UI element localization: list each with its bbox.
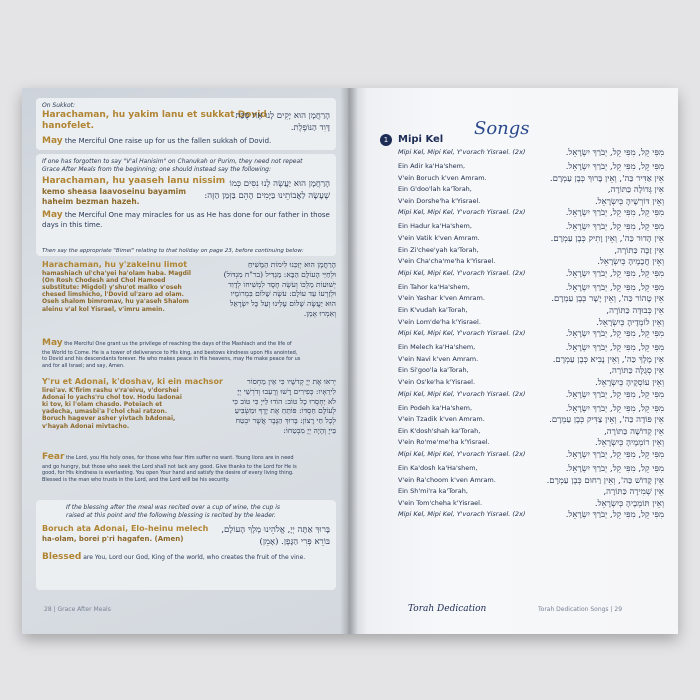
song-line-transliteration: Ein G'doo'lah ka'Torah,	[398, 185, 472, 194]
torah-dedication-logo: Torah Dedication	[408, 604, 487, 614]
boruch-transliteration-1: Boruch ata Adonai, Elo-heinu melech	[42, 524, 209, 533]
song-line-transliteration: V'ein Navi k'ven Amram.	[398, 354, 479, 363]
song-line-hebrew: מִפִּי קֵל, מִפִּי קֵל, יְבֹרַךְ יִשְׂרָאֵל.	[565, 282, 664, 293]
song-line-hebrew: מִפִּי קֵל, מִפִּי קֵל, יְבֹרַךְ יִשְׂרָאֵל.	[565, 403, 664, 414]
nisim-hebrew-2: שֶׁעָשָׂה לַאֲבוֹתֵינוּ בַּיָּמִים הָהֵם בַּזְּמַן הַזֶּה:	[204, 191, 330, 201]
sukkot-lead-word: May	[42, 136, 63, 146]
song-line-transliteration: Mipi Kel, Mipi Kel, Y'vorach Yisrael. (2x)	[398, 510, 526, 519]
sukkot-english: the Merciful One raise up for us the fallen sukkah of Dovid.	[64, 137, 272, 145]
song-line-hebrew: מִפִּי קֵל, מִפִּי קֵל, יְבֹרַךְ יִשְׂרָאֵל.	[565, 268, 664, 279]
song-line-transliteration: V'ein Lom'de'ha k'Yisrael.	[398, 317, 481, 326]
song-line-hebrew: מִפִּי קֵל, מִפִּי קֵל, יְבֹרַךְ יִשְׂרָאֵל.	[565, 222, 664, 233]
mashiach-transliteration: Harachaman, hu y'zakeinu limot hamashiach ul'cha'yei ha'olam haba. Magdil (On Rosh Chodesh and Chol Hamoed substitute: Migdol) y'shu'ot malko v'oseh chesed limshicho, l'Dovid ul'zaro ad olam. Oseh shalom bimromav, hu ya'aseh Shalom aleinu v'al kol Yisrael, v'imru amein.	[42, 260, 191, 313]
song-line-transliteration: V'ein Yashar k'ven Amram.	[398, 294, 485, 303]
song-line-hebrew: וְאֵין רוֹמְמֶיהָ כְּיִשְׂרָאֵל.	[595, 438, 664, 449]
song-line-transliteration: Mipi Kel, Mipi Kel, Y'vorach Yisrael. (2x)	[398, 389, 526, 398]
blessed-english: are You, Lord our God, King of the world, who creates the fruit of the vine.	[83, 554, 306, 561]
song-line-transliteration: V'ein Os'ke'ha k'Yisrael.	[398, 378, 476, 386]
song-line-transliteration: Ein Si'goo'la ka'Torah,	[398, 366, 469, 375]
mashiach-hebrew: הָרַחֲמָן הוּא יְזַכֵּנוּ לִימוֹת הַמָּשִׁיחַ וּלְחַיֵּי הָעוֹלָם הַבָּא: מַגְדִּיל (בר"ח מִגְדּוֹל) יְשׁוּעוֹת מַלְכּוֹ וְעֹשֶׂה חֶסֶד לִמְשִׁיחוֹ לְדָוִד וּלְזַרְעוֹ עַד עוֹלָם: עֹשֶׂה שָׁלוֹם בִּמְרוֹמָיו הוּא יַעֲשֶׂה שָׁלוֹם עָלֵינוּ וְעַל כָּל יִשְׂרָאֵל וְאִמְרוּ אָמֵן.	[223, 260, 336, 318]
nisim-hebrew-1: הָרַחֲמָן הוּא יַעֲשֶׂה לָנוּ נִסִּים כְּמוֹ	[229, 179, 330, 189]
song-line-transliteration: V'ein Ra'choom k'ven Amram.	[398, 475, 496, 484]
song-line-hebrew: וְאֵין דּוֹרְשֶׁיהָ כְּיִשְׂרָאֵל.	[594, 196, 664, 207]
song-line-hebrew: מִפִּי קֵל, מִפִּי קֵל, יְבֹרַךְ יִשְׂרָאֵל.	[565, 464, 664, 474]
song-line-hebrew: אֵין כְּבוּדָּה כַּתּוֹרָה,	[606, 306, 664, 316]
wine-note-1: If the blessing after the meal was recited over a cup of wine, the cup is	[66, 504, 281, 511]
song-line-hebrew: מִפִּי קֵל, מִפִּי קֵל, יְבֹרַךְ יִשְׂרָאֵל.	[565, 450, 664, 460]
song-line-transliteration: Ein K'dosh'shah ka'Torah,	[398, 426, 481, 435]
song-line-transliteration: Mipi Kel, Mipi Kel, Y'vorach Yisrael. (2x)	[398, 148, 526, 156]
song-line-hebrew: מִפִּי קֵל, מִפִּי קֵל, יְבֹרַךְ יִשְׂרָאֵל.	[565, 329, 664, 340]
sukkot-box	[36, 98, 336, 150]
sukkot-transliteration-2: hanofelet.	[42, 121, 95, 131]
fear-english: Fear the Lord, you His holy ones, for those who fear Him suffer no want. Young lions are in need and go hungry, but those who seek the Lord shall not lack any good. Give thanks to the Lord for He is good, for His kindness is everlasting. You open Your hand and satisfy the desire of every living thing. Blessed is the man who trusts in the Lord, and the Lord will be his security.	[42, 452, 297, 483]
boruch-hebrew-2: בּוֹרֵא פְּרִי הַגָּפֶן. (אָמֵן)	[259, 537, 330, 547]
song-line-transliteration: V'ein Cha'cha'me'ha k'Yisrael.	[398, 257, 496, 266]
may2-english: May the Merciful One grant us the privilege of reaching the days of the Mashiach and the life of the World to Come. He is a tower of deliverance to His king, and bestows kindness upon His anointed, to Dovid and his descendants forever. He who makes peace in His heavens, may He make peace for us and for all Israel; and say, Amen.	[42, 338, 301, 369]
song-line-hebrew: וְאֵין חֲכָמֶיהָ כְּיִשְׂרָאֵל.	[597, 257, 664, 268]
song-line-transliteration: V'ein Tzadik k'ven Amram.	[398, 415, 485, 424]
nisim-transliteration-3: haheim bezman hazeh.	[42, 197, 140, 206]
wine-box	[36, 500, 336, 590]
song-line-transliteration: V'ein Dorshe'ha k'Yisrael.	[398, 196, 481, 205]
song-line-transliteration: V'ein Vatik k'ven Amram.	[398, 234, 480, 242]
song-number-badge: 1	[380, 134, 392, 146]
song-line-transliteration: Mipi Kel, Mipi Kel, Y'vorach Yisrael. (2x)	[398, 450, 526, 458]
song-line-hebrew: אֵין שְׁמִירָה כַּתּוֹרָה,	[603, 487, 664, 498]
boruch-hebrew-1: בָּרוּךְ אַתָּה יְיָ, אֱלֹהֵינוּ מֶלֶךְ הָעוֹלָם,	[221, 525, 330, 535]
song-line-hebrew: מִפִּי קֵל, מִפִּי קֵל, יְבֹרַךְ יִשְׂרָאֵל.	[565, 208, 664, 219]
right-page	[348, 88, 678, 634]
song-title: Mipi Kel	[398, 134, 444, 145]
song-line-hebrew: מִפִּי קֵל, מִפִּי קֵל, יְבֹרַךְ יִשְׂרָאֵל.	[565, 162, 664, 172]
song-line-hebrew: מִפִּי קֵל, מִפִּי קֵל, יְבֹרַךְ יִשְׂרָאֵל.	[565, 148, 664, 158]
blessed-lead-word: Blessed	[42, 552, 82, 562]
right-footer: Torah Dedication Songs | 29	[538, 606, 623, 613]
song-line-hebrew: מִפִּי קֵל, מִפִּי קֵל, יְבֹרַךְ יִשְׂרָאֵל.	[565, 389, 664, 400]
song-line-transliteration: Ein Sh'mi'ra ka'Torah,	[398, 487, 468, 496]
nisim-lead-word: May	[42, 210, 63, 220]
song-line-hebrew: אֵין מֶלֶךְ כַּה', וְאֵין נָבִיא כְּבֶן עַמְרָם.	[552, 354, 664, 365]
sukkot-transliteration-1: Harachaman, hu yakim lanu et sukkat Dovid	[42, 110, 267, 120]
song-line-hebrew: אֵין קָדוֹשׁ כַּה', וְאֵין רַחוּם כְּבֶן עַמְרָם.	[546, 475, 664, 486]
song-line-transliteration: Ein K'vudah ka'Torah,	[398, 306, 468, 314]
song-line-hebrew: אֵין טָהוֹר כַּה', וְאֵין יָשָׁר כְּבֶן עַמְרָם.	[551, 294, 664, 305]
forgot-note-2: Grace After Meals from the beginning; one should instead say the following:	[42, 166, 272, 173]
boruch-transliteration-2: ha-olam, borei p'ri hagafen. (Amen)	[42, 535, 184, 543]
song-line-hebrew: אֵין סְגֻלָּה כַּתּוֹרָה,	[609, 366, 664, 377]
song-line-transliteration: V'ein Tom'cheha k'Yisrael.	[398, 498, 483, 507]
song-line-transliteration: Ein Ka'dosh ka'Ha'shem,	[398, 464, 478, 472]
song-line-transliteration: Ein Podeh ka'Ha'shem,	[398, 403, 473, 412]
nisim-transliteration-1: Harachaman, hu yaaseh lanu nissim	[42, 176, 226, 186]
song-line-hebrew: מִפִּי קֵל, מִפִּי קֵל, יְבֹרַךְ יִשְׂרָאֵל.	[565, 510, 664, 521]
nisim-transliteration-2: kemo sheasa laavoseinu bayamim	[42, 187, 187, 196]
wine-note-2: raised at this point and the following blessing is recited by the leader.	[66, 512, 276, 519]
song-line-transliteration: V'ein Ro'me'me'ha k'Yisrael.	[398, 438, 490, 447]
nisim-english-1: the Merciful One may miracles for us as He has done for our father in those	[64, 211, 330, 219]
song-line-hebrew: אֵין זַכָּה כַּתּוֹרָה,	[614, 245, 664, 256]
song-line-transliteration: Mipi Kel, Mipi Kel, Y'vorach Yisrael. (2x)	[398, 268, 526, 277]
sukkot-label: On Sukkot:	[42, 102, 76, 109]
songs-title: Songs	[474, 118, 530, 139]
song-line-transliteration: Ein Adir ka'Ha'shem,	[398, 162, 466, 170]
song-line-transliteration: Ein Zi'chee'yah ka'Torah,	[398, 245, 479, 254]
bimei-note: Then say the appropriate "Bimei" relating to that holiday on page 23, before continuing below:	[42, 248, 304, 254]
forgot-note-1: If one has forgotten to say "V'al Hanisim" on Chanukah or Purim, they need not repeat	[42, 158, 303, 165]
left-footer: 28 | Grace After Meals	[44, 606, 111, 613]
song-line-hebrew: וְאֵין תּוֹמְכֶיהָ כְּיִשְׂרָאֵל.	[594, 498, 664, 509]
song-line-transliteration: Ein Hadur ka'Ha'shem,	[398, 222, 472, 231]
song-line-transliteration: Mipi Kel, Mipi Kel, Y'vorach Yisrael. (2x)	[398, 208, 526, 217]
song-line-hebrew: אֵין אַדִּיר כַּה', וְאֵין בָּרוּךְ כְּבֶן עַמְרָם.	[549, 173, 664, 184]
song-line-hebrew: אֵין גְּדוֹלָה כַּתּוֹרָה,	[607, 185, 664, 196]
nisim-box	[36, 154, 336, 256]
sukkot-hebrew-1: הָרַחֲמָן הוּא יָקִים לָנוּ אֶת סֻכַּת	[235, 111, 330, 121]
song-line-transliteration: Ein Melech ka'Ha'shem,	[398, 343, 476, 352]
yiru-hebrew: יְראוּ אֶת יְיָ קְדשָׁיו כִּי אֵין מַחְסוֹר לִירֵאָיו: כְּפִירִים רָשׁוּ וְרָעֵבוּ וְדֹרְשֵׁי יְיָ לֹא יַחְסְרוּ כָל טוֹב: הוֹדוּ לַייָ כִּי טוֹב כִּי לְעוֹלָם חַסְדּוֹ: פּוֹתֵחַ אֶת יָדֶךָ וּמַשְׂבִּיעַ לְכָל חַי רָצוֹן: בָּרוּךְ הַגֶּבֶר אֲשֶׁר יִבְטַח בַּייָ וְהָיָה יְיָ מִבְטַחוֹ:	[232, 377, 336, 435]
song-line-hebrew: וְאֵין לוֹמְדֶיהָ כְּיִשְׂרָאֵל.	[596, 317, 664, 328]
song-line-hebrew: אֵין פּוֹדֶה כַּה', וְאֵין צַדִּיק כְּבֶן עַמְרָם.	[549, 415, 664, 426]
song-line-hebrew: אֵין הָדוּר כַּה', וְאֵין וָתִיק כְּבֶן עַמְרָם.	[550, 234, 664, 244]
nisim-english-2: days in this time.	[42, 221, 103, 229]
open-booklet	[22, 88, 678, 634]
yiru-transliteration: Y'ru et Adonai, k'doshav, ki ein machsor lirei'av. K'firim rashu v'ra'eivu, v'dorshei Adonai lo yachs'ru chol tov. Hodu ladonai ki tov, ki l'olam chasdo. Poteiach et yadecha, umasbi'a l'chol chai ratzon. Boruch hagever asher yivtach bAdonai, v'hayah Adonai mivtacho.	[42, 377, 223, 430]
song-line-transliteration: Mipi Kel, Mipi Kel, Y'vorach Yisrael. (2x)	[398, 329, 526, 338]
sukkot-hebrew-2: דָּוִד הַנּוֹפֶלֶת.	[290, 123, 330, 133]
book-gutter	[340, 88, 358, 634]
song-line-transliteration: V'ein Boruch k'ven Amram.	[398, 173, 487, 182]
song-line-hebrew: אֵין קְדוֹשָׁה כַּתּוֹרָה,	[604, 426, 664, 437]
left-page	[22, 88, 348, 634]
song-line-transliteration: Ein Tahor ka'Ha'shem,	[398, 282, 470, 291]
song-line-hebrew: מִפִּי קֵל, מִפִּי קֵל, יְבֹרַךְ יִשְׂרָאֵל.	[565, 343, 664, 354]
song-line-hebrew: וְאֵין עוֹסְקֶיהָ כְּיִשְׂרָאֵל.	[595, 378, 664, 388]
